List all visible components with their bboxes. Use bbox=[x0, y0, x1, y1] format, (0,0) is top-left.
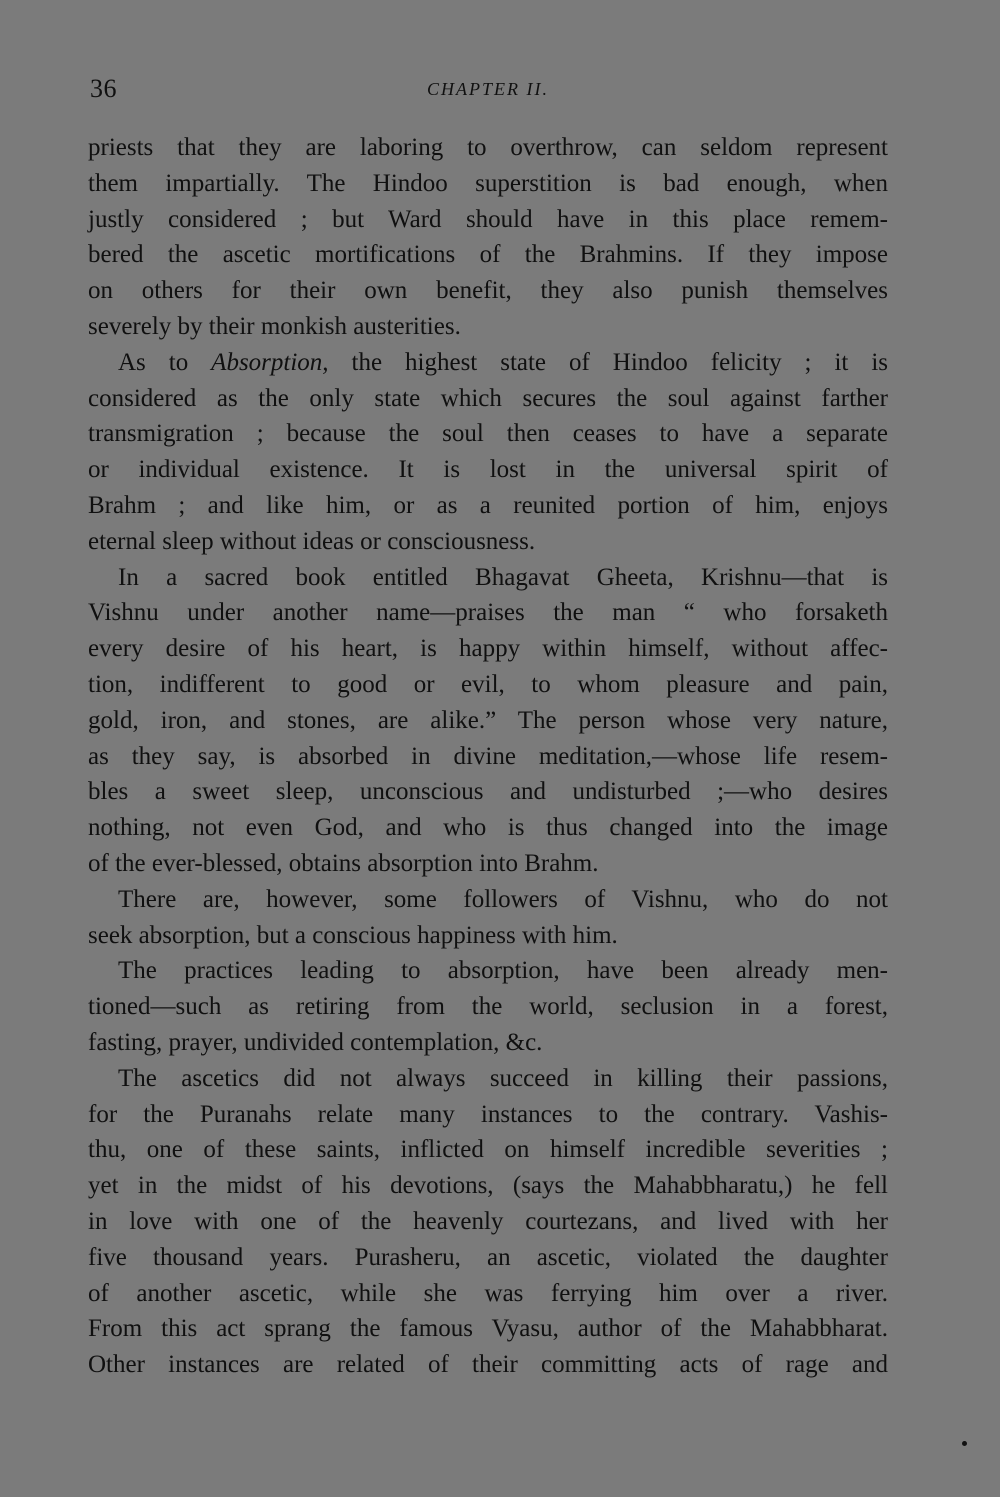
text-line: priests that they are laboring to overthrow, can seldom represent bbox=[88, 134, 888, 161]
text-line: severely by their monkish austerities. bbox=[88, 312, 461, 340]
text-line: considered as the only state which secures the soul against farther bbox=[88, 384, 888, 412]
text-line: five thousand years. Purasheru, an ascetic, violated the daughter bbox=[88, 1243, 888, 1271]
text-line: them impartially. The Hindoo superstition is bad enough, when bbox=[88, 169, 888, 197]
text-line: There are, however, some followers of Vishnu, who do not bbox=[118, 885, 888, 913]
text-line: thu, one of these saints, inflicted on himself incredible severities ; bbox=[88, 1136, 888, 1164]
italic-term: Absorption, bbox=[211, 348, 329, 376]
text-line: In a sacred book entitled Bhagavat Gheeta, Krishnu—that is bbox=[118, 563, 888, 591]
text-line: justly considered ; but Ward should have in this place remem- bbox=[88, 205, 888, 233]
page-header bbox=[88, 74, 888, 110]
text-line: The ascetics did not always succeed in killing their passions, bbox=[118, 1064, 888, 1092]
text-line: Vishnu under another name—praises the man “ who forsaketh bbox=[88, 599, 888, 627]
paragraph bbox=[88, 345, 888, 560]
text-segment: the highest state of Hindoo felicity ; it is bbox=[328, 348, 888, 376]
text-line: of another ascetic, while she was ferrying him over a river. bbox=[88, 1279, 888, 1307]
paragraph bbox=[88, 1061, 888, 1383]
paragraph bbox=[88, 560, 888, 882]
text-line: on others for their own benefit, they also punish themselves bbox=[88, 277, 888, 305]
ink-speck bbox=[962, 1441, 967, 1446]
page-number: 36 bbox=[90, 74, 117, 103]
text-line: eternal sleep without ideas or consciousness. bbox=[88, 527, 536, 555]
paragraph bbox=[88, 953, 888, 1060]
text-line: bered the ascetic mortifications of the Brahmins. If they impose bbox=[88, 241, 888, 269]
text-line: nothing, not even God, and who is thus changed into the image bbox=[88, 814, 888, 842]
text-segment: As to bbox=[118, 348, 212, 376]
text-line: in love with one of the heavenly courtezans, and lived with her bbox=[88, 1207, 888, 1235]
text-line: tioned—such as retiring from the world, seclusion in a forest, bbox=[88, 993, 888, 1021]
text-line: The practices leading to absorption, have been already men- bbox=[118, 957, 888, 985]
text-line: of the ever-blessed, obtains absorption into Brahm. bbox=[88, 849, 599, 877]
running-head: CHAPTER II. bbox=[427, 79, 549, 99]
text-line: fasting, prayer, undivided contemplation, &c. bbox=[88, 1028, 543, 1056]
text-line bbox=[88, 345, 888, 381]
text-line: yet in the midst of his devotions, (says the Mahabbharatu,) he fell bbox=[88, 1172, 888, 1200]
paragraph bbox=[88, 882, 888, 954]
paragraph bbox=[88, 130, 888, 345]
text-line: gold, iron, and stones, are alike.” The person whose very nature, bbox=[88, 706, 888, 734]
text-line: tion, indifferent to good or evil, to whom pleasure and pain, bbox=[88, 670, 888, 698]
text-line: or individual existence. It is lost in the universal spirit of bbox=[88, 456, 888, 484]
text-line: bles a sweet sleep, unconscious and undisturbed ;—who desires bbox=[88, 778, 888, 806]
body-text bbox=[88, 130, 888, 1383]
text-line: Brahm ; and like him, or as a reunited portion of him, enjoys bbox=[88, 491, 888, 519]
text-line: for the Puranahs relate many instances to the contrary. Vashis- bbox=[88, 1100, 888, 1128]
text-line: every desire of his heart, is happy within himself, without affec- bbox=[88, 635, 888, 663]
text-line: transmigration ; because the soul then ceases to have a separate bbox=[88, 420, 888, 448]
text-line: seek absorption, but a conscious happiness with him. bbox=[88, 921, 618, 949]
text-line: as they say, is absorbed in divine meditation,—whose life resem- bbox=[88, 742, 888, 770]
text-line: Other instances are related of their committing acts of rage and bbox=[88, 1351, 888, 1379]
text-line: From this act sprang the famous Vyasu, author of the Mahabbharat. bbox=[88, 1315, 888, 1343]
